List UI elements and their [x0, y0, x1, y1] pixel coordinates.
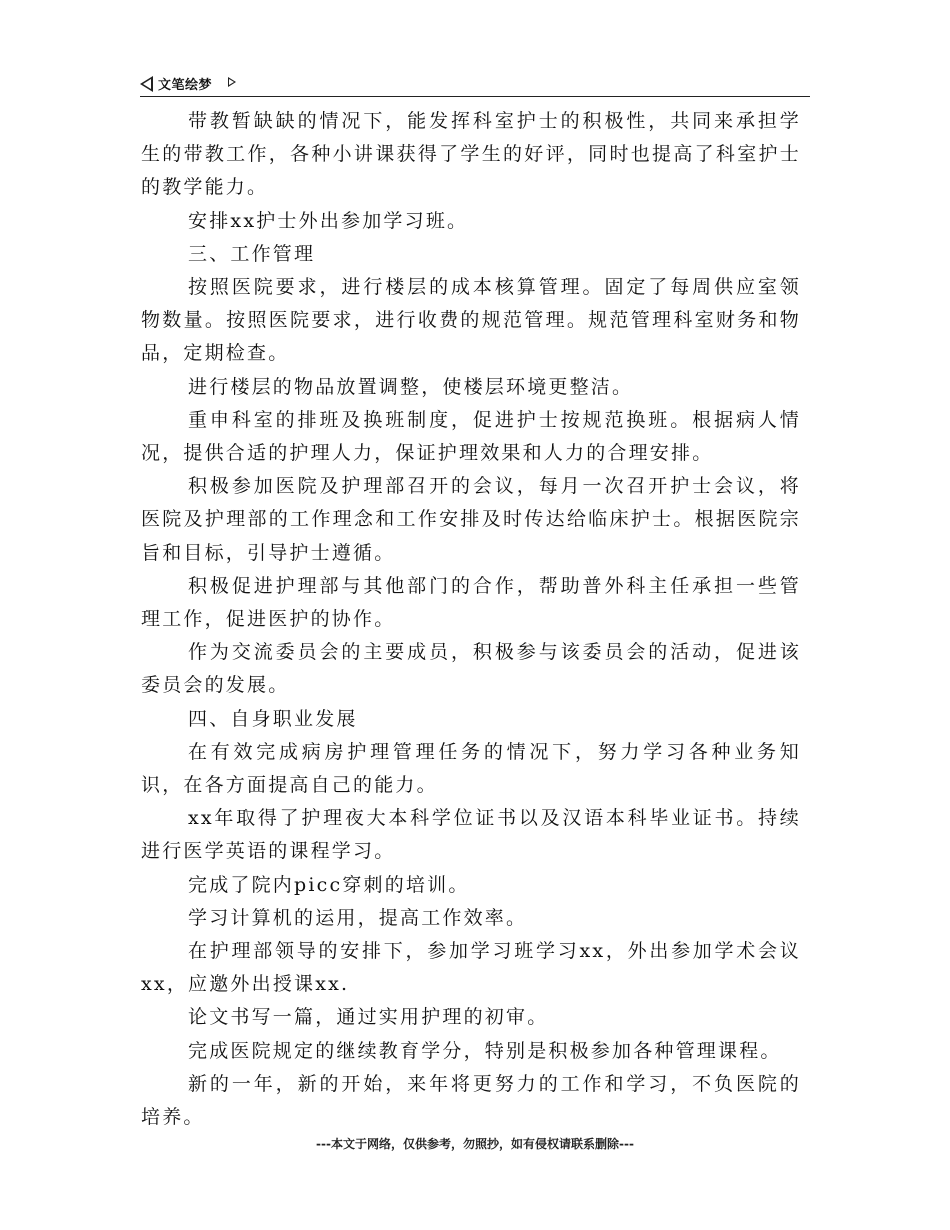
section-heading: 四、自身职业发展: [188, 707, 358, 730]
paragraph: xx年取得了护理夜大本科学位证书以及汉语本科毕业证书。持续进行医学英语的课程学习。: [141, 807, 801, 863]
left-triangle-icon: [140, 76, 153, 92]
document-body: [141, 105, 801, 1134]
header-title: 文笔绘梦: [158, 78, 213, 93]
page-header: [140, 72, 810, 97]
paragraph: 作为交流委员会的主要成员，积极参与该委员会的活动，促进该委员会的发展。: [141, 641, 801, 697]
section-heading: 三、工作管理: [188, 242, 316, 265]
page-footer: ---本文于网络，仅供参考，勿照抄，如有侵权请联系删除---: [316, 1137, 634, 1151]
paragraph: 完成了院内picc穿刺的培训。: [188, 873, 470, 896]
paragraph: 完成医院规定的继续教育学分，特别是积极参加各种管理课程。: [188, 1039, 782, 1062]
paragraph: 进行楼层的物品放置调整，使楼层环境更整洁。: [188, 375, 634, 398]
paragraph: 论文书写一篇，通过实用护理的初审。: [188, 1006, 549, 1029]
paragraph: 在有效完成病房护理管理任务的情况下，努力学习各种业务知识，在各方面提高自己的能力。: [141, 740, 801, 797]
paragraph: 安排xx护士外出参加学习班。: [188, 209, 469, 232]
right-triangle-icon: [228, 77, 236, 87]
paragraph: 带教暂缺缺的情况下，能发挥科室护士的积极性，共同来承担学生的带教工作，各种小讲课获得了学生的好评，同时也提高了科室护士的教学能力。: [141, 110, 801, 199]
paragraph: 在护理部领导的安排下，参加学习班学习xx，外出参加学术会议xx，应邀外出授课xx.: [141, 940, 801, 996]
paragraph: 按照医院要求，进行楼层的成本核算管理。固定了每周供应室领物数量。按照医院要求，进行收费的规范管理。规范管理科室财务和物品，定期检查。: [141, 276, 801, 365]
paragraph: 学习计算机的运用，提高工作效率。: [188, 906, 528, 929]
paragraph: 新的一年，新的开始，来年将更努力的工作和学习，不负医院的培养。: [141, 1072, 801, 1129]
paragraph: 积极促进护理部与其他部门的合作，帮助普外科主任承担一些管理工作，促进医护的协作。: [141, 574, 801, 631]
paragraph: 积极参加医院及护理部召开的会议，每月一次召开护士会议，将医院及护理部的工作理念和工作安排及时传达给临床护士。根据医院宗旨和目标，引导护士遵循。: [141, 475, 801, 564]
paragraph: 重申科室的排班及换班制度，促进护士按规范换班。根据病人情况，提供合适的护理人力，保证护理效果和人力的合理安排。: [141, 408, 801, 465]
